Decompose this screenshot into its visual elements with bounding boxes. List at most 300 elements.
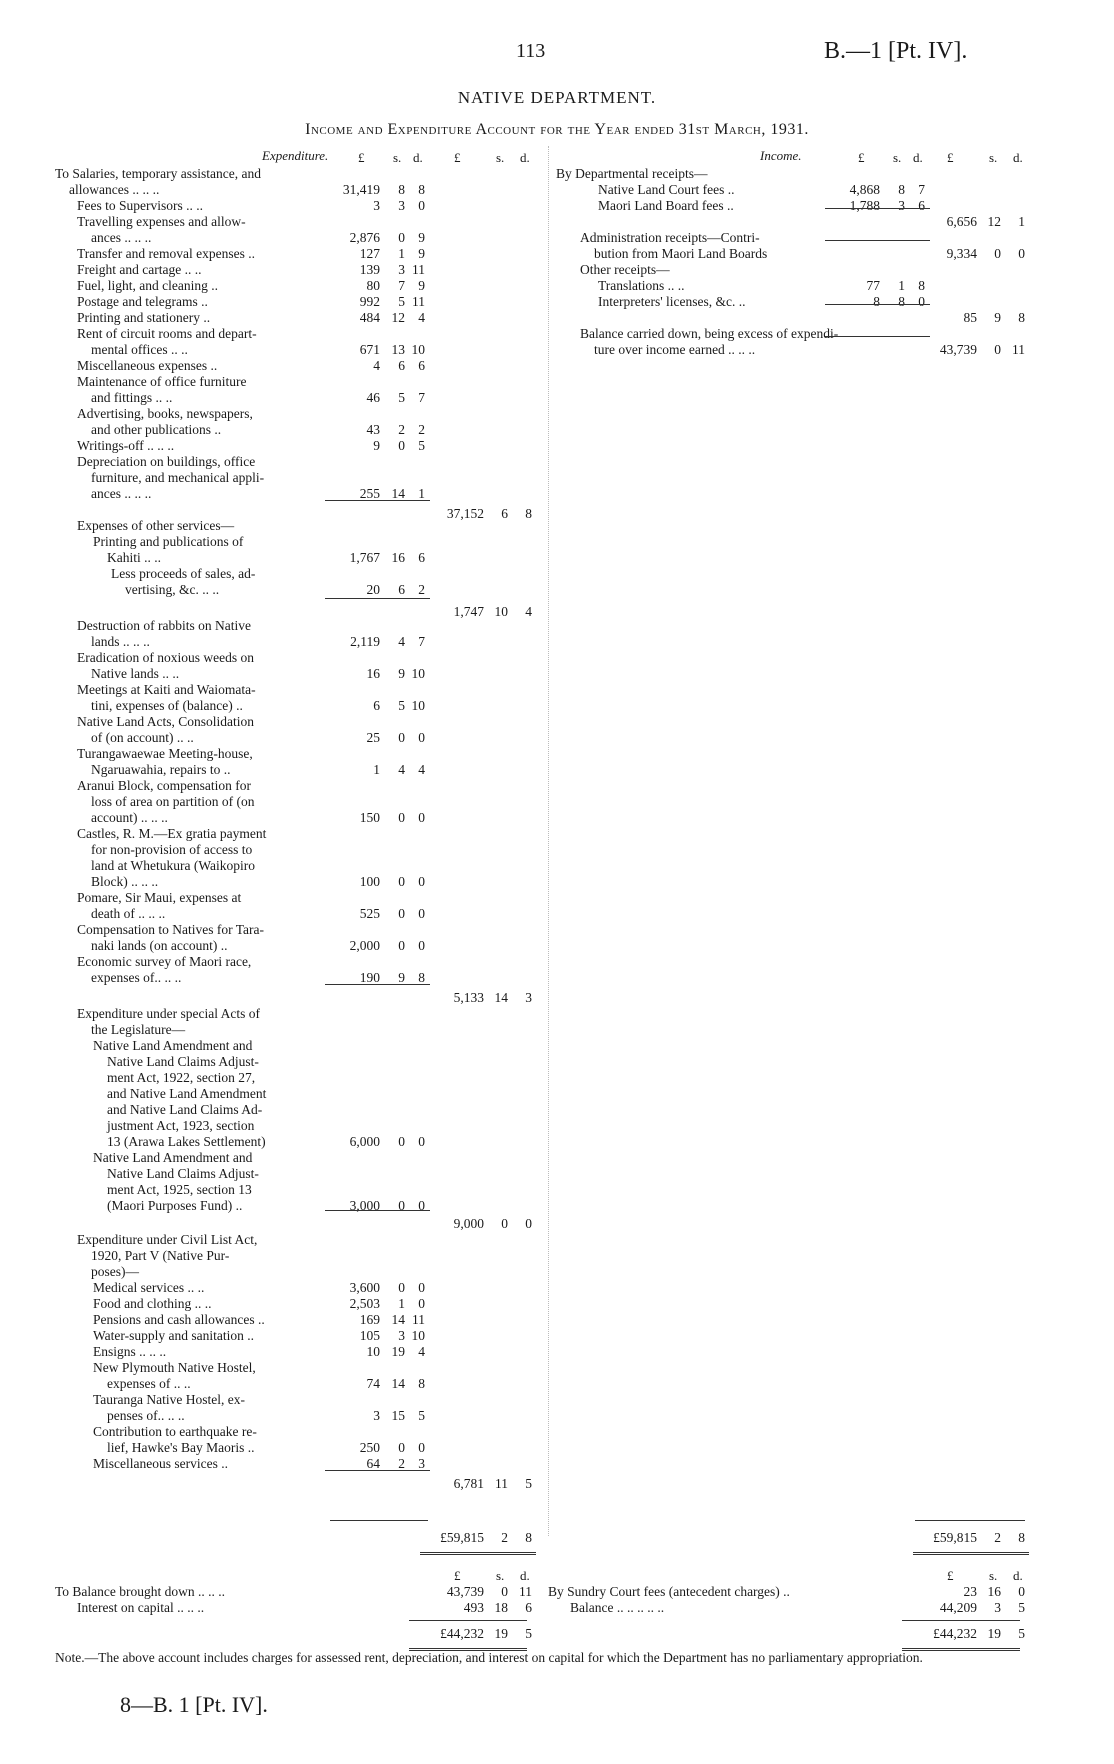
expenditure-row-pence: 10 (411, 698, 425, 713)
expenditure-subtotal-amount: 1,747 (453, 604, 484, 619)
expenditure-row-label: To Salaries, temporary assistance, and (55, 166, 261, 181)
expenditure-subtotal-shillings: 10 (494, 604, 508, 619)
expenditure-row-label: Medical services .. .. (93, 1280, 205, 1295)
expenditure-row-label: allowances .. .. .. (69, 182, 160, 197)
expenditure-row-shillings: 0 (398, 230, 405, 245)
expenditure-row-shillings: 0 (398, 874, 405, 889)
expenditure-row-pence: 8 (418, 1376, 425, 1391)
expenditure-row-label: Turangawaewae Meeting-house, (77, 746, 253, 761)
expenditure-currency-header: £ (454, 150, 461, 165)
expenditure-row-pence: 0 (418, 810, 425, 825)
income-row-pence: 7 (918, 182, 925, 197)
balance-right-total-shillings: 19 (987, 1626, 1001, 1641)
expenditure-row-shillings: 12 (391, 310, 405, 325)
balance-left-label: Interest on capital .. .. .. (77, 1600, 205, 1615)
expenditure-row-shillings: 8 (398, 182, 405, 197)
expenditure-subtotal-pence: 8 (525, 506, 532, 521)
expenditure-subtotal-pence: 4 (525, 604, 532, 619)
expenditure-row-pence: 0 (418, 198, 425, 213)
income-subtotal-pence: 1 (1018, 214, 1025, 229)
expenditure-row-amount: 31,419 (342, 182, 380, 197)
income-row-label: Administration receipts—Contri- (580, 230, 760, 245)
expenditure-row-amount: 9 (373, 438, 380, 453)
expenditure-row-amount: 150 (359, 810, 380, 825)
page-footer: 8—B. 1 [Pt. IV]. (120, 1692, 268, 1717)
income-subtotal-pence: 8 (1018, 310, 1025, 325)
expenditure-row-pence: 10 (411, 1328, 425, 1343)
expenditure-subtotal-rule (325, 1210, 430, 1211)
expenditure-row-amount: 190 (359, 970, 380, 985)
expenditure-row-label: Native Land Claims Adjust- (107, 1054, 259, 1069)
expenditure-row-label: Pomare, Sir Maui, expenses at (77, 890, 242, 905)
expenditure-row-amount: 105 (359, 1328, 380, 1343)
income-subtotal-rule (825, 336, 930, 337)
expenditure-row-label: expenses of .. .. (107, 1376, 191, 1391)
balance-right-shillings: 16 (987, 1584, 1001, 1599)
expenditure-row-label: ment Act, 1922, section 27, (107, 1070, 256, 1085)
expenditure-row-label: and Native Land Claims Ad- (107, 1102, 263, 1117)
expenditure-row-amount: 484 (359, 310, 380, 325)
expenditure-row-label: Destruction of rabbits on Native (77, 618, 251, 633)
expenditure-row-label: Printing and publications of (93, 534, 244, 549)
expenditure-row-shillings: 9 (398, 666, 405, 681)
income-row-label: Native Land Court fees .. (598, 182, 735, 197)
expenditure-row-shillings: 0 (398, 1440, 405, 1455)
expenditure-row-pence: 0 (418, 906, 425, 921)
expenditure-subtotal-rule (325, 1470, 430, 1471)
expenditure-total-pence: 8 (525, 1530, 532, 1545)
expenditure-row-pence: 9 (418, 278, 425, 293)
expenditure-row-pence: 0 (418, 938, 425, 953)
balance-left-total-rule (409, 1620, 527, 1621)
expenditure-row-pence: 3 (418, 1456, 425, 1471)
expenditure-row-shillings: 16 (391, 550, 405, 565)
income-currency-header: s. (989, 150, 998, 165)
expenditure-row-label: Expenditure under special Acts of (77, 1006, 260, 1021)
balance-right-total-pence: 5 (1018, 1626, 1025, 1641)
income-heading: Income. (760, 148, 802, 163)
balance-right-total-amount: £44,232 (933, 1626, 977, 1641)
expenditure-row-pence: 6 (418, 358, 425, 373)
expenditure-row-label: Ensigns .. .. .. (93, 1344, 167, 1359)
expenditure-total-amount: £59,815 (440, 1530, 484, 1545)
income-row-label: Maori Land Board fees .. (598, 198, 734, 213)
balance-right-label: Balance .. .. .. .. .. (570, 1600, 665, 1615)
expenditure-row-pence: 0 (418, 1134, 425, 1149)
expenditure-row-shillings: 5 (398, 294, 405, 309)
expenditure-subtotal-rule (325, 500, 430, 501)
expenditure-row-amount: 74 (366, 1376, 380, 1391)
expenditure-subtotal-pence: 0 (525, 1216, 532, 1231)
expenditure-row-label: loss of area on partition of (on (91, 794, 255, 809)
expenditure-row-label: and fittings .. .. (91, 390, 173, 405)
income-subtotal-pence: 0 (1018, 246, 1025, 261)
expenditure-total-rule (330, 1520, 428, 1521)
expenditure-row-label: account) .. .. .. (91, 810, 168, 825)
expenditure-row-label: (Maori Purposes Fund) .. (107, 1198, 243, 1213)
expenditure-row-pence: 0 (418, 1280, 425, 1295)
expenditure-row-label: 13 (Arawa Lakes Settlement) (107, 1134, 266, 1149)
expenditure-row-shillings: 7 (398, 278, 405, 293)
expenditure-row-amount: 139 (359, 262, 380, 277)
income-subtotal-pence: 11 (1012, 342, 1025, 357)
expenditure-row-shillings: 6 (398, 358, 405, 373)
balance-left-total-amount: £44,232 (440, 1626, 484, 1641)
expenditure-currency-header: s. (496, 150, 505, 165)
expenditure-row-label: Fees to Supervisors .. .. (77, 198, 203, 213)
income-currency-header: £ (947, 150, 954, 165)
expenditure-subtotal-pence: 5 (525, 1476, 532, 1491)
expenditure-subtotal-shillings: 0 (501, 1216, 508, 1231)
expenditure-row-label: Miscellaneous services .. (93, 1456, 228, 1471)
expenditure-heading: Expenditure. (262, 148, 329, 163)
balance-right-pence: 0 (1018, 1584, 1025, 1599)
income-row-pence: 6 (918, 198, 925, 213)
expenditure-row-label: vertising, &c. .. .. (125, 582, 220, 597)
expenditure-row-amount: 64 (366, 1456, 380, 1471)
expenditure-row-shillings: 14 (391, 486, 405, 501)
income-currency-header: d. (913, 150, 923, 165)
expenditure-row-amount: 2,503 (349, 1296, 380, 1311)
expenditure-subtotal-amount: 6,781 (453, 1476, 484, 1491)
income-row-label: Translations .. .. (598, 278, 685, 293)
footnote: Note.—The above account includes charges for assessed rent, depreciation, and interest on capital for which the Department has no parliamentary appropriation. (55, 1650, 923, 1665)
expenditure-row-label: Depreciation on buildings, office (77, 454, 256, 469)
expenditure-row-label: Native Land Amendment and (93, 1150, 253, 1165)
expenditure-row-shillings: 4 (398, 762, 405, 777)
expenditure-row-label: justment Act, 1923, section (107, 1118, 255, 1133)
income-row-label: Other receipts— (580, 262, 670, 277)
expenditure-row-amount: 6 (373, 698, 380, 713)
expenditure-row-shillings: 0 (398, 1280, 405, 1295)
expenditure-row-pence: 0 (418, 1296, 425, 1311)
expenditure-subtotal-shillings: 11 (495, 1476, 508, 1491)
expenditure-row-label: lief, Hawke's Bay Maoris .. (107, 1440, 255, 1455)
income-total-shillings: 2 (994, 1530, 1001, 1545)
balance-right-total-rule (902, 1620, 1020, 1621)
income-subtotal-amount: 43,739 (939, 342, 977, 357)
expenditure-row-shillings: 2 (398, 422, 405, 437)
expenditure-row-shillings: 3 (398, 198, 405, 213)
expenditure-row-pence: 5 (418, 1408, 425, 1423)
expenditure-row-label: Native lands .. .. (91, 666, 180, 681)
income-row-label: Balance carried down, being excess of expendi- (580, 326, 839, 341)
income-currency-header: d. (1013, 150, 1023, 165)
expenditure-row-pence: 4 (418, 310, 425, 325)
expenditure-row-label: Compensation to Natives for Tara- (77, 922, 265, 937)
expenditure-row-label: ances .. .. .. (91, 486, 152, 501)
expenditure-row-label: Printing and stationery .. (77, 310, 211, 325)
expenditure-row-label: Block) .. .. .. (91, 874, 159, 889)
expenditure-row-label: Writings-off .. .. .. (77, 438, 175, 453)
expenditure-row-label: Ngaruawahia, repairs to .. (91, 762, 231, 777)
income-currency-header: £ (858, 150, 865, 165)
balance-right-currency-header: s. (989, 1568, 998, 1583)
expenditure-row-shillings: 1 (398, 1296, 405, 1311)
expenditure-row-label: mental offices .. .. (91, 342, 188, 357)
expenditure-row-shillings: 19 (391, 1344, 405, 1359)
expenditure-total-double-rule (420, 1552, 536, 1555)
expenditure-subtotal-amount: 9,000 (453, 1216, 484, 1231)
balance-left-amount: 493 (463, 1600, 484, 1615)
income-row-amount: 1,788 (849, 198, 880, 213)
expenditure-row-pence: 1 (418, 486, 425, 501)
expenditure-row-amount: 80 (366, 278, 380, 293)
expenditure-currency-header: d. (520, 150, 530, 165)
expenditure-row-label: poses)— (91, 1264, 139, 1279)
expenditure-row-amount: 25 (366, 730, 380, 745)
expenditure-row-pence: 0 (418, 1198, 425, 1213)
expenditure-subtotal-shillings: 14 (494, 990, 508, 1005)
expenditure-row-label: Water-supply and sanitation .. (93, 1328, 254, 1343)
income-subtotal-rule (825, 240, 930, 241)
expenditure-row-label: Fuel, light, and cleaning .. (77, 278, 218, 293)
expenditure-row-amount: 100 (359, 874, 380, 889)
balance-left-label: To Balance brought down .. .. .. (55, 1584, 226, 1599)
income-total-amount: £59,815 (933, 1530, 977, 1545)
expenditure-row-pence: 7 (418, 390, 425, 405)
expenditure-row-amount: 3,000 (349, 1198, 380, 1213)
income-subtotal-shillings: 0 (994, 246, 1001, 261)
expenditure-row-label: Transfer and removal expenses .. (77, 246, 255, 261)
expenditure-row-label: penses of.. .. .. (107, 1408, 185, 1423)
expenditure-row-label: and other publications .. (91, 422, 222, 437)
expenditure-row-amount: 2,876 (349, 230, 380, 245)
expenditure-row-amount: 2,119 (350, 634, 380, 649)
expenditure-row-shillings: 0 (398, 938, 405, 953)
expenditure-row-pence: 2 (418, 582, 425, 597)
expenditure-row-shillings: 1 (398, 246, 405, 261)
expenditure-subtotal-amount: 37,152 (446, 506, 484, 521)
expenditure-row-shillings: 14 (391, 1376, 405, 1391)
expenditure-row-amount: 255 (359, 486, 380, 501)
expenditure-row-label: Native Land Acts, Consolidation (77, 714, 254, 729)
balance-left-total-shillings: 19 (494, 1626, 508, 1641)
expenditure-subtotal-shillings: 6 (501, 506, 508, 521)
expenditure-row-label: New Plymouth Native Hostel, (93, 1360, 256, 1375)
expenditure-row-amount: 2,000 (349, 938, 380, 953)
expenditure-row-shillings: 14 (391, 1312, 405, 1327)
income-row-pence: 0 (918, 294, 925, 309)
expenditure-row-amount: 20 (366, 582, 380, 597)
balance-right-label: By Sundry Court fees (antecedent charges) .. (548, 1584, 790, 1599)
column-divider (548, 146, 549, 1536)
income-row-shillings: 8 (898, 182, 905, 197)
balance-left-currency-header: £ (454, 1568, 461, 1583)
expenditure-row-shillings: 3 (398, 1328, 405, 1343)
expenditure-row-label: ment Act, 1925, section 13 (107, 1182, 252, 1197)
expenditure-row-pence: 6 (418, 550, 425, 565)
expenditure-row-shillings: 0 (398, 1134, 405, 1149)
expenditure-row-amount: 992 (359, 294, 380, 309)
income-total-double-rule (913, 1552, 1029, 1555)
expenditure-row-shillings: 4 (398, 634, 405, 649)
expenditure-row-label: lands .. .. .. (91, 634, 150, 649)
expenditure-row-amount: 250 (359, 1440, 380, 1455)
expenditure-row-label: furniture, and mechanical appli- (91, 470, 265, 485)
expenditure-row-pence: 0 (418, 730, 425, 745)
expenditure-row-label: tini, expenses of (balance) .. (91, 698, 243, 713)
income-row-amount: 77 (866, 278, 880, 293)
expenditure-row-label: land at Whetukura (Waikopiro (91, 858, 255, 873)
expenditure-row-amount: 46 (366, 390, 380, 405)
expenditure-row-shillings: 2 (398, 1456, 405, 1471)
expenditure-row-pence: 10 (411, 666, 425, 681)
expenditure-subtotal-rule (325, 984, 430, 985)
expenditure-row-label: Tauranga Native Hostel, ex- (93, 1392, 245, 1407)
expenditure-row-label: Less proceeds of sales, ad- (111, 566, 256, 581)
expenditure-row-label: and Native Land Amendment (107, 1086, 267, 1101)
expenditure-row-amount: 3 (373, 1408, 380, 1423)
income-subtotal-amount: 6,656 (946, 214, 977, 229)
expenditure-row-pence: 9 (418, 230, 425, 245)
expenditure-row-pence: 7 (418, 634, 425, 649)
expenditure-row-amount: 525 (359, 906, 380, 921)
expenditure-row-label: Maintenance of office furniture (77, 374, 247, 389)
expenditure-row-label: Freight and cartage .. .. (77, 262, 202, 277)
expenditure-row-label: Miscellaneous expenses .. (77, 358, 218, 373)
expenditure-row-label: Rent of circuit rooms and depart- (77, 326, 257, 341)
income-subtotal-amount: 85 (963, 310, 977, 325)
expenditure-row-amount: 4 (373, 358, 380, 373)
income-subtotal-rule (825, 304, 930, 305)
document-reference: B.—1 [Pt. IV]. (824, 38, 968, 64)
expenditure-row-label: the Legislature— (91, 1022, 186, 1037)
expenditure-row-amount: 3 (373, 198, 380, 213)
balance-left-pence: 6 (525, 1600, 532, 1615)
expenditure-row-amount: 671 (359, 342, 380, 357)
expenditure-row-pence: 4 (418, 762, 425, 777)
income-row-label: Interpreters' licenses, &c. .. (598, 294, 746, 309)
expenditure-row-label: Castles, R. M.—Ex gratia payment (77, 826, 267, 841)
balance-left-pence: 11 (519, 1584, 532, 1599)
expenditure-row-shillings: 5 (398, 390, 405, 405)
income-total-rule (915, 1520, 1025, 1521)
income-row-label: bution from Maori Land Boards (594, 246, 768, 261)
income-subtotal-shillings: 12 (987, 214, 1001, 229)
income-subtotal-amount: 9,334 (946, 246, 977, 261)
expenditure-row-label: Aranui Block, compensation for (77, 778, 251, 793)
page-subtitle: Income and Expenditure Account for the Year ended 31st March, 1931. (305, 121, 809, 138)
expenditure-row-amount: 16 (366, 666, 380, 681)
expenditure-row-pence: 0 (418, 874, 425, 889)
balance-right-amount: 44,209 (939, 1600, 977, 1615)
expenditure-row-label: Economic survey of Maori race, (77, 954, 252, 969)
balance-left-shillings: 18 (494, 1600, 508, 1615)
expenditure-row-amount: 3,600 (349, 1280, 380, 1295)
income-row-label: ture over income earned .. .. .. (594, 342, 756, 357)
expenditure-row-label: for non-provision of access to (91, 842, 253, 857)
expenditure-row-label: Postage and telegrams .. (77, 294, 208, 309)
expenditure-row-pence: 11 (412, 294, 425, 309)
income-row-shillings: 1 (898, 278, 905, 293)
expenditure-row-pence: 4 (418, 1344, 425, 1359)
expenditure-row-pence: 2 (418, 422, 425, 437)
expenditure-row-shillings: 13 (391, 342, 405, 357)
expenditure-row-shillings: 6 (398, 582, 405, 597)
expenditure-row-label: of (on account) .. .. (91, 730, 194, 745)
expenditure-row-shillings: 3 (398, 262, 405, 277)
expenditure-row-label: ances .. .. .. (91, 230, 152, 245)
expenditure-row-amount: 10 (366, 1344, 380, 1359)
expenditure-row-label: Meetings at Kaiti and Waiomata- (77, 682, 256, 697)
expenditure-row-shillings: 5 (398, 698, 405, 713)
expenditure-row-label: Advertising, books, newspapers, (77, 406, 253, 421)
expenditure-row-pence: 5 (418, 438, 425, 453)
balance-right-amount: 23 (963, 1584, 977, 1599)
expenditure-total-shillings: 2 (501, 1530, 508, 1545)
balance-left-amount: 43,739 (446, 1584, 484, 1599)
expenditure-row-label: Travelling expenses and allow- (77, 214, 246, 229)
expenditure-row-label: naki lands (on account) .. (91, 938, 228, 953)
expenditure-row-pence: 11 (412, 1312, 425, 1327)
income-row-amount: 8 (873, 294, 880, 309)
expenditure-subtotal-amount: 5,133 (453, 990, 484, 1005)
expenditure-row-label: Contribution to earthquake re- (93, 1424, 257, 1439)
income-subtotal-rule (825, 208, 930, 209)
expenditure-currency-header: £ (358, 150, 365, 165)
expenditure-row-amount: 6,000 (349, 1134, 380, 1149)
expenditure-row-label: expenses of.. .. .. (91, 970, 182, 985)
income-subtotal-shillings: 9 (994, 310, 1001, 325)
balance-right-currency-header: £ (947, 1568, 954, 1583)
income-row-shillings: 8 (898, 294, 905, 309)
income-row-pence: 8 (918, 278, 925, 293)
expenditure-row-shillings: 15 (391, 1408, 405, 1423)
income-total-pence: 8 (1018, 1530, 1025, 1545)
expenditure-row-label: Food and clothing .. .. (93, 1296, 212, 1311)
balance-right-pence: 5 (1018, 1600, 1025, 1615)
expenditure-row-label: Kahiti .. .. (107, 550, 161, 565)
expenditure-row-amount: 1 (373, 762, 380, 777)
expenditure-currency-header: s. (393, 150, 402, 165)
expenditure-row-label: Expenses of other services— (77, 518, 235, 533)
expenditure-row-shillings: 0 (398, 730, 405, 745)
balance-left-currency-header: s. (496, 1568, 505, 1583)
expenditure-row-label: Native Land Amendment and (93, 1038, 253, 1053)
income-row-shillings: 3 (898, 198, 905, 213)
balance-left-total-pence: 5 (525, 1626, 532, 1641)
income-row-amount: 4,868 (849, 182, 880, 197)
expenditure-row-shillings: 9 (398, 970, 405, 985)
balance-right-shillings: 3 (994, 1600, 1001, 1615)
expenditure-row-pence: 10 (411, 342, 425, 357)
expenditure-row-pence: 11 (412, 262, 425, 277)
expenditure-row-amount: 43 (366, 422, 380, 437)
expenditure-subtotal-pence: 3 (525, 990, 532, 1005)
expenditure-row-pence: 9 (418, 246, 425, 261)
expenditure-row-amount: 127 (359, 246, 380, 261)
expenditure-row-label: Eradication of noxious weeds on (77, 650, 254, 665)
balance-right-currency-header: d. (1013, 1568, 1023, 1583)
expenditure-row-pence: 0 (418, 1440, 425, 1455)
expenditure-row-amount: 1,767 (349, 550, 380, 565)
expenditure-row-shillings: 0 (398, 1198, 405, 1213)
income-subtotal-shillings: 0 (994, 342, 1001, 357)
income-currency-header: s. (893, 150, 902, 165)
expenditure-row-label: Pensions and cash allowances .. (93, 1312, 265, 1327)
page-number: 113 (516, 40, 546, 62)
income-row-label: By Departmental receipts— (556, 166, 708, 181)
expenditure-row-label: Native Land Claims Adjust- (107, 1166, 259, 1181)
expenditure-subtotal-rule (325, 598, 430, 599)
expenditure-row-shillings: 0 (398, 438, 405, 453)
expenditure-currency-header: d. (413, 150, 423, 165)
expenditure-row-pence: 8 (418, 182, 425, 197)
page-title: NATIVE DEPARTMENT. (457, 88, 657, 107)
expenditure-row-shillings: 0 (398, 810, 405, 825)
expenditure-row-shillings: 0 (398, 906, 405, 921)
